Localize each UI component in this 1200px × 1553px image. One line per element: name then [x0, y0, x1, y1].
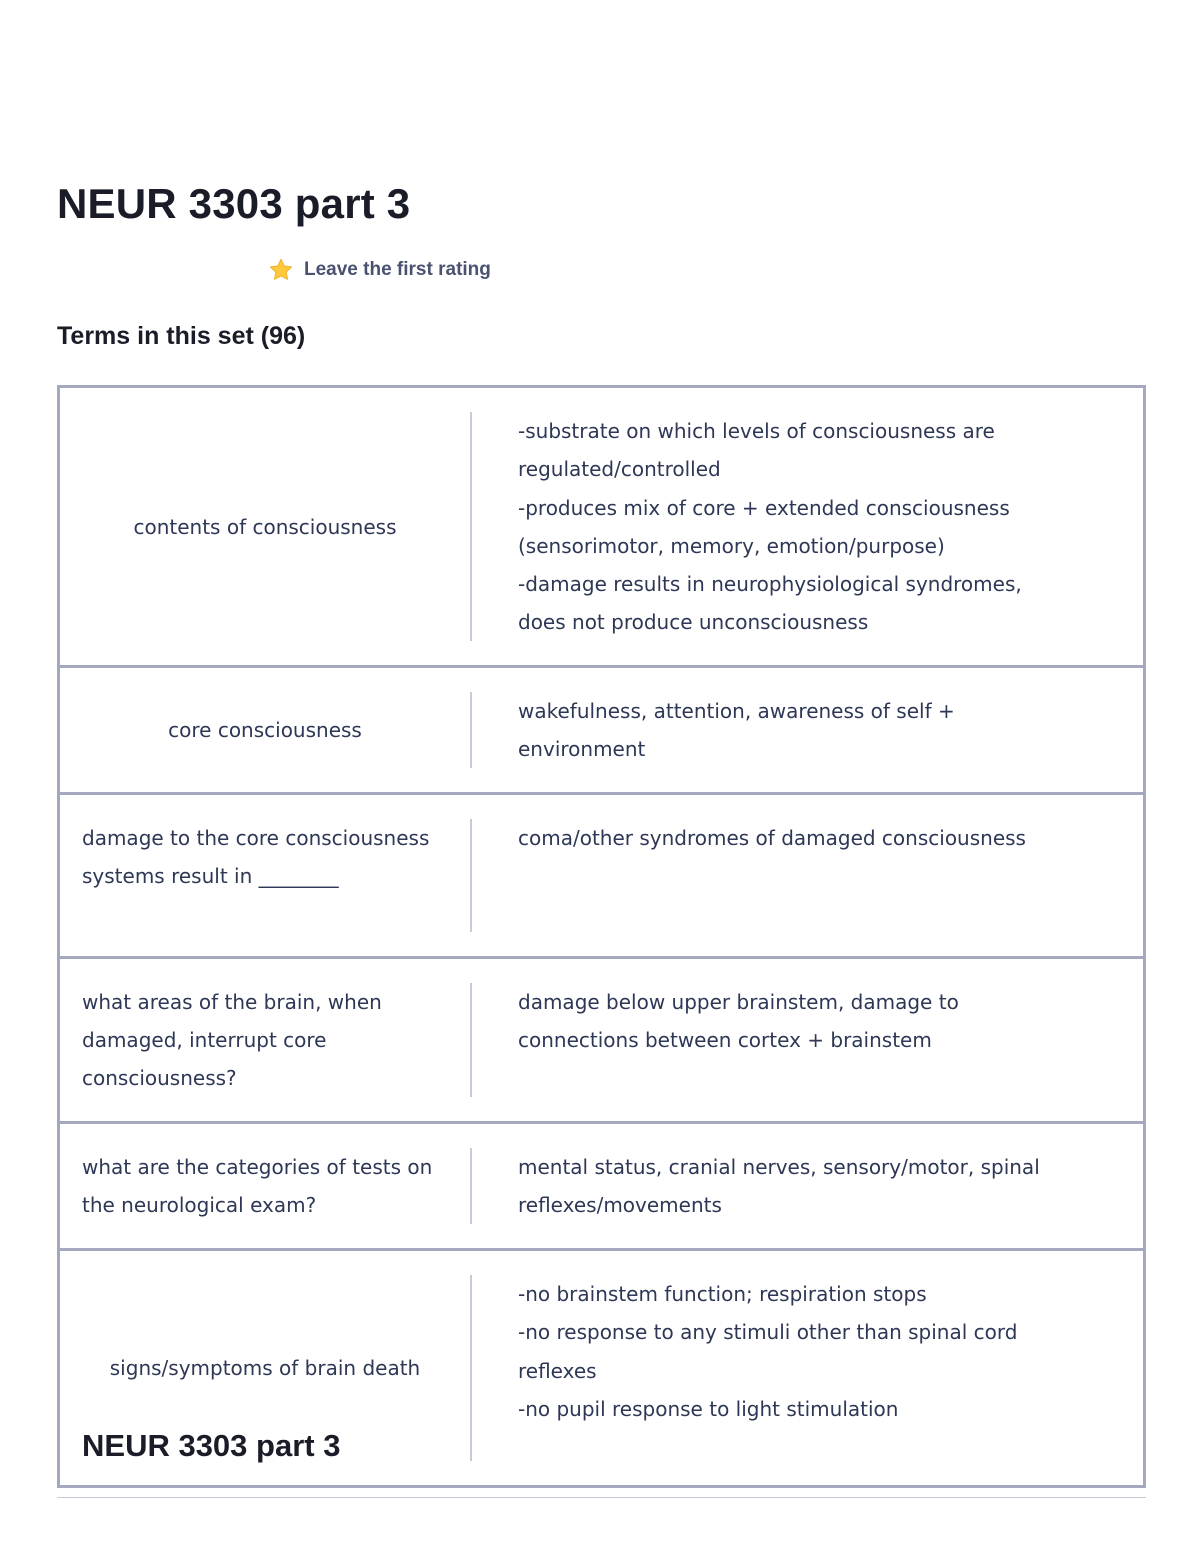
- footer-title: NEUR 3303 part 3: [82, 1428, 341, 1463]
- star-icon: [268, 257, 294, 283]
- term-text: core consciousness: [168, 718, 362, 742]
- rating-link[interactable]: [268, 257, 491, 283]
- term-card: [57, 1121, 1146, 1248]
- term-text: what areas of the brain, when damaged, interrupt core consciousness?: [82, 990, 382, 1090]
- term-card: [57, 956, 1146, 1121]
- footer-divider: [57, 1497, 1146, 1498]
- term-text: signs/symptoms of brain death: [109, 1356, 421, 1380]
- term-card: [57, 665, 1146, 792]
- rating-label: Leave the first rating: [304, 259, 491, 280]
- term-card: [57, 792, 1146, 956]
- terms-list: [57, 385, 1146, 1421]
- term-card: [57, 385, 1146, 665]
- term-text: what are the categories of tests on the neurological exam?: [82, 1155, 433, 1217]
- term-text: contents of consciousness: [133, 514, 397, 539]
- definition-text: damage below upper brainstem, damage to connections between cortex + brainstem: [518, 990, 959, 1053]
- terms-count-heading: Terms in this set (96): [57, 322, 306, 350]
- term-text: damage to the core consciousness systems result in ________: [82, 826, 430, 888]
- definition-text: mental status, cranial nerves, sensory/motor, spinal reflexes/movements: [518, 1155, 1040, 1218]
- definition-text: coma/other syndromes of damaged consciousness: [518, 826, 1026, 850]
- definition-text: wakefulness, attention, awareness of self + environment: [518, 699, 955, 762]
- definition-text: -no brainstem function; respiration stops -no response to any stimuli other than spinal cord reflexes -no pupil response to light stimulation: [518, 1282, 1018, 1421]
- page-title: NEUR 3303 part 3: [57, 180, 411, 227]
- definition-text: -substrate on which levels of consciousness are regulated/controlled -produces mix of core + extended consciousness (sensorimotor, memory, emotion/purpose) -damage results in neurophysiological syndromes, does not produce unconsciousness: [518, 419, 1022, 635]
